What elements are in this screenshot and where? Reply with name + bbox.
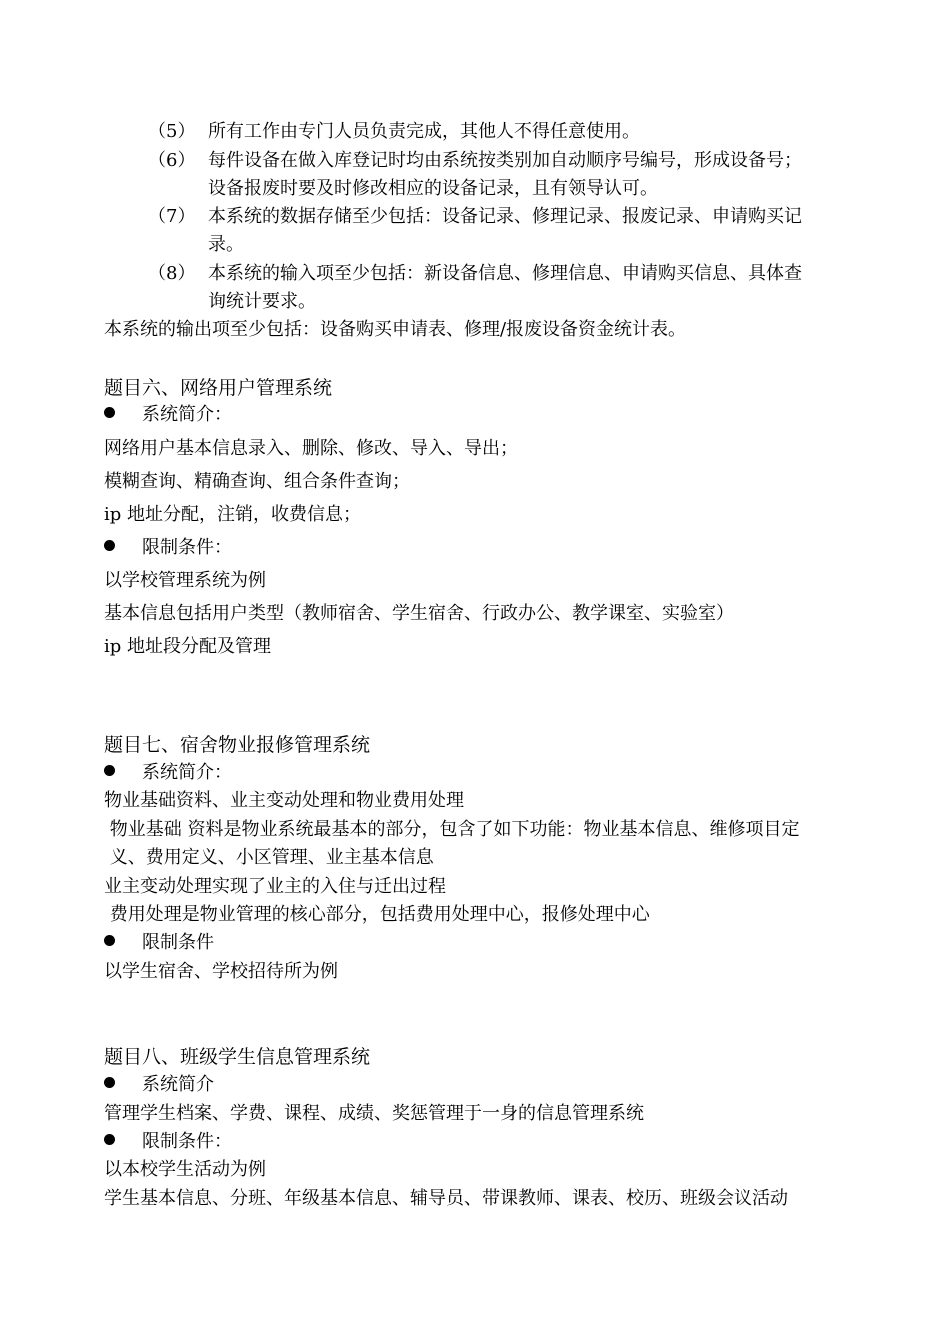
body-line: 物业基础资料、业主变动处理和物业费用处理 — [104, 790, 464, 811]
topic7-title: 题目七、宿舍物业报修管理系统 — [104, 734, 371, 756]
body-line: 物业基础 资料是物业系统最基本的部分，包含了如下功能：物业基本信息、维修项目定 — [104, 819, 800, 840]
list-text: 所有工作由专门人员负责完成，其他人不得任意使用。 — [208, 121, 640, 142]
body-line: 费用处理是物业管理的核心部分，包括费用处理中心，报修处理中心 — [104, 904, 650, 925]
list-text: 设备报废时要及时修改相应的设备记录，且有领导认可。 — [208, 178, 658, 199]
list-number: （6） — [148, 150, 196, 171]
bullet-item: 系统简介： — [104, 405, 232, 425]
bullet-item: 限制条件： — [104, 538, 232, 558]
body-line: 以本校学生活动为例 — [104, 1159, 266, 1180]
body-line: 以学生宿舍、学校招待所为例 — [104, 961, 338, 982]
body-line: 基本信息包括用户类型（教师宿舍、学生宿舍、行政办公、教学课室、实验室） — [104, 603, 734, 624]
output-line: 本系统的输出项至少包括：设备购买申请表、修理/报废设备资金统计表。 — [104, 319, 687, 340]
bullet-icon — [104, 1077, 115, 1088]
body-line: ip 地址分配，注销，收费信息； — [104, 504, 361, 525]
bullet-item: 限制条件 — [104, 933, 214, 953]
body-line: 模糊查询、精确查询、组合条件查询； — [104, 471, 410, 492]
body-line: 网络用户基本信息录入、删除、修改、导入、导出； — [104, 438, 518, 459]
body-line: 管理学生档案、学费、课程、成绩、奖惩管理于一身的信息管理系统 — [104, 1103, 644, 1124]
bullet-icon — [104, 540, 115, 551]
list-number: （8） — [148, 263, 196, 284]
list-text: 录。 — [208, 234, 244, 255]
bullet-item: 系统简介： — [104, 763, 232, 783]
topic8-title: 题目八、班级学生信息管理系统 — [104, 1046, 371, 1068]
bullet-icon — [104, 935, 115, 946]
bullet-icon — [104, 1134, 115, 1145]
list-number: （5） — [148, 121, 196, 142]
body-line: 义、费用定义、小区管理、业主基本信息 — [104, 847, 434, 868]
list-number: （7） — [148, 206, 196, 227]
body-line: 业主变动处理实现了业主的入住与迁出过程 — [104, 876, 446, 897]
list-text: 询统计要求。 — [208, 291, 316, 312]
bullet-icon — [104, 765, 115, 776]
topic6-title: 题目六、网络用户管理系统 — [104, 377, 333, 399]
body-line: 以学校管理系统为例 — [104, 570, 266, 591]
list-text: 本系统的数据存储至少包括：设备记录、修理记录、报废记录、申请购买记 — [208, 206, 802, 227]
body-line: 学生基本信息、分班、年级基本信息、辅导员、带课教师、课表、校历、班级会议活动 — [104, 1188, 788, 1209]
body-line: ip 地址段分配及管理 — [104, 636, 272, 657]
bullet-item: 限制条件： — [104, 1132, 232, 1152]
list-text: 每件设备在做入库登记时均由系统按类别加自动顺序号编号，形成设备号； — [208, 150, 802, 171]
bullet-icon — [104, 407, 115, 418]
bullet-item: 系统简介 — [104, 1075, 214, 1095]
list-text: 本系统的输入项至少包括：新设备信息、修理信息、申请购买信息、具体查 — [208, 263, 802, 284]
